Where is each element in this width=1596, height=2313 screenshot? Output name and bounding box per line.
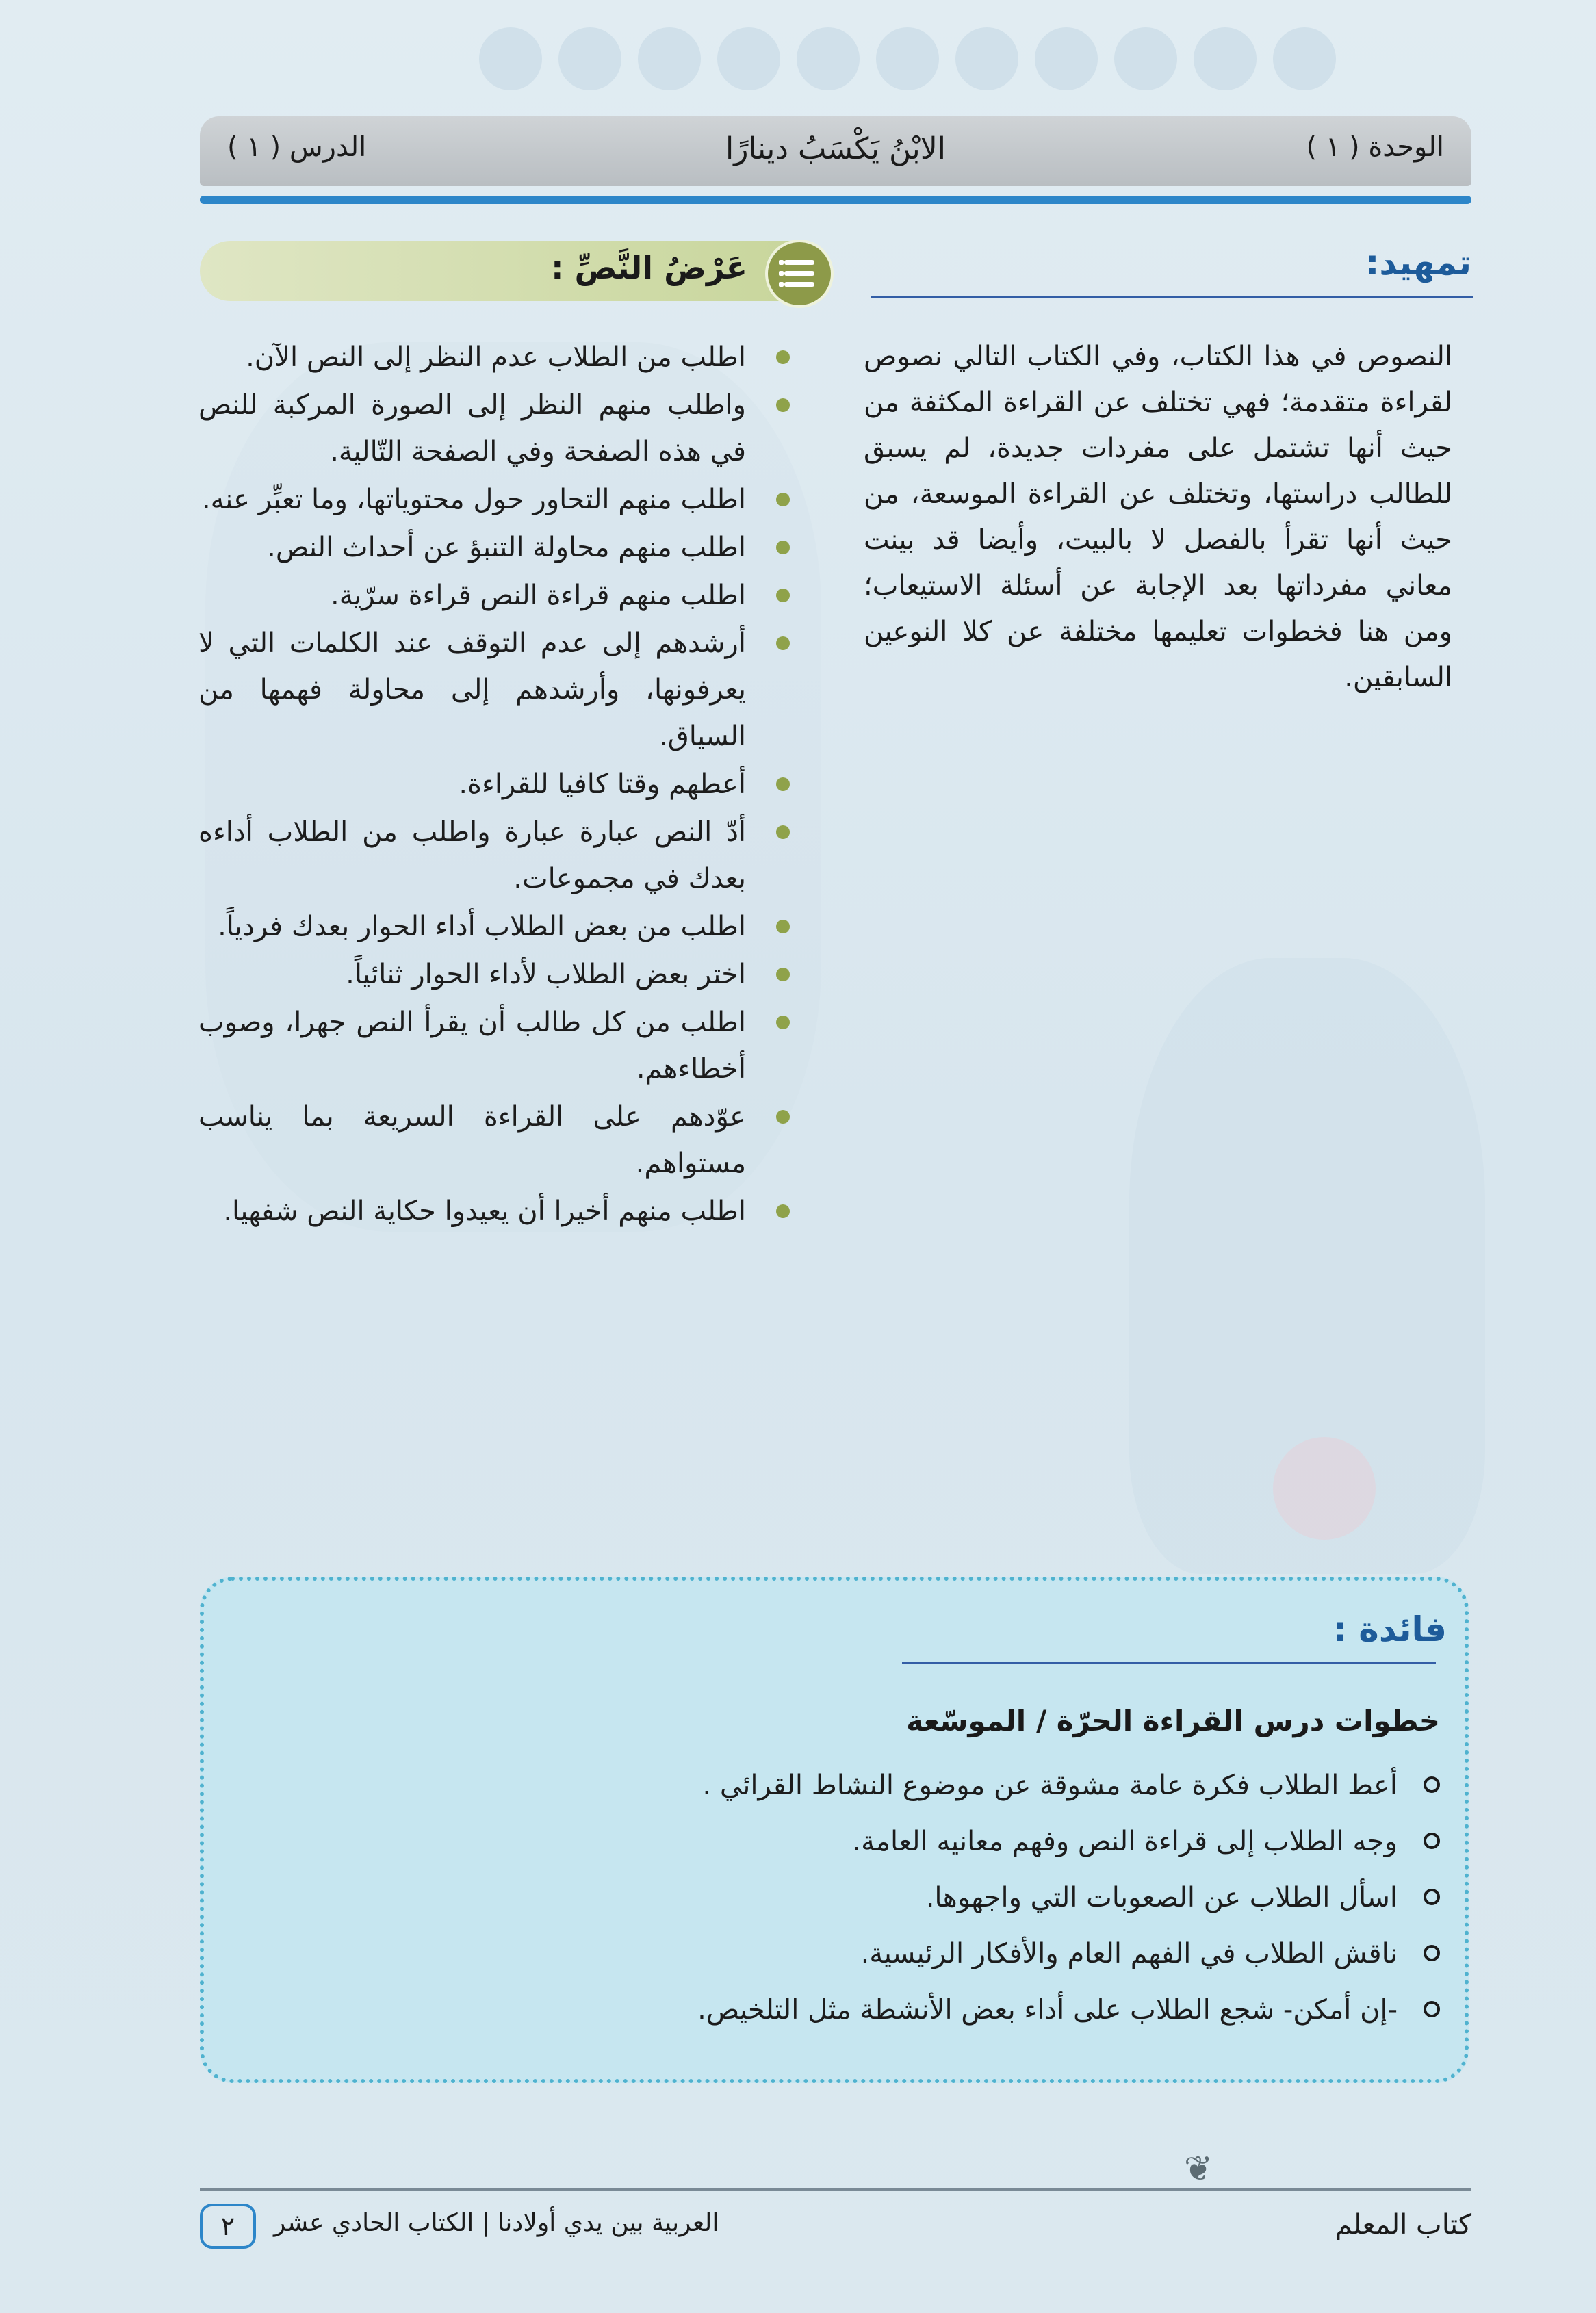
footer-series-label: العربية بين يدي أولادنا | الكتاب الحادي عشر [274,2209,719,2237]
bullet-icon [776,968,790,981]
bullet-icon [776,350,790,364]
intro-underline [871,296,1473,298]
bullet-icon [776,920,790,933]
unit-label: الوحدة ( ١ ) [1306,131,1444,163]
text-display-heading: عَرْضُ النَّصِّ : [551,249,747,286]
page-number: ٢ [200,2204,256,2249]
footer-book-label: كتاب المعلم [1335,2209,1471,2240]
list-item: اطلب منهم محاولة التنبؤ عن أحداث النص. [198,524,801,571]
list-item: اطلب منهم أخيرا أن يعيدوا حكاية النص شفهيا. [198,1188,801,1235]
list-item: اطلب من الطلاب عدم النظر إلى النص الآن. [198,334,801,380]
bullet-icon [776,589,790,602]
bullet-icon [776,636,790,650]
bullet-icon [776,825,790,839]
footer-divider [200,2188,1471,2191]
bullet-icon [776,1204,790,1218]
text-display-heading-pill [200,241,829,301]
circle-bullet-icon [1424,2001,1440,2017]
list-item: اسأل الطلاب عن الصعوبات التي واجهوها. [296,1870,1459,1926]
background-bubble [1273,1437,1376,1540]
benefit-subtitle: خطوات درس القراءة الحرّة / الموسّعة [906,1704,1440,1737]
benefit-underline [902,1662,1436,1664]
bullet-icon [776,777,790,791]
bullet-icon [776,1016,790,1029]
list-item: واطلب منهم النظر إلى الصورة المركبة للنص في هذه الصفحة وفي الصفحة التّالية. [198,382,801,475]
intro-heading: تمهيد: [1365,243,1471,283]
list-item: اختر بعض الطلاب لأداء الحوار ثنائياً. [198,951,801,998]
list-item: عوّدهم على القراءة السريعة بما يناسب مستواهم. [198,1094,801,1187]
list-item: اطلب منهم قراءة النص قراءة سرّية. [198,572,801,619]
list-item: اطلب من كل طالب أن يقرأ النص جهرا، وصوب أخطاءهم. [198,999,801,1092]
benefit-steps [296,1757,1459,2038]
bullet-icon [776,541,790,554]
benefit-heading: فائدة : [1333,1610,1447,1649]
bullet-icon [776,493,790,506]
list-item: اطلب من بعض الطلاب أداء الحوار بعدك فردياً. [198,903,801,950]
text-display-steps [198,334,801,1236]
list-item: -إن أمكن- شجع الطلاب على أداء بعض الأنشطة مثل التلخيص. [296,1982,1459,2038]
list-icon [765,240,834,308]
list-item: أرشدهم إلى عدم التوقف عند الكلمات التي لا يعرفونها، وأرشدهم إلى محاولة فهمها من السياق. [198,620,801,760]
circle-bullet-icon [1424,1889,1440,1905]
circle-bullet-icon [1424,1945,1440,1961]
circle-bullet-icon [1424,1776,1440,1793]
lesson-label: الدرس ( ١ ) [227,131,367,163]
list-item: اطلب منهم التحاور حول محتوياتها، وما تعبِّر عنه. [198,476,801,523]
list-item: أدّ النص عبارة عبارة واطلب من الطلاب أداءه بعدك في مجموعات. [198,809,801,902]
circle-bullet-icon [1424,1833,1440,1849]
lesson-title: الابْنُ يَكْسَبُ دينارًا [725,131,947,166]
intro-paragraph: النصوص في هذا الكتاب، وفي الكتاب التالي نصوص لقراءة متقدمة؛ فهي تختلف عن القراءة المكثفة من حيث أنها تشتمل على مفردات جديدة، لم يسبق للطالب دراستها، وتختلف عن القراءة الموسعة، من حيث أنها تقرأ بالفصل لا بالبيت، وأيضا قد بينت معاني مفرداتها بعد الإجابة عن أسئلة الاستيعاب؛ ومن هنا فخطوات تعليمها مختلفة عن كلا النوعين السابقين. [864,341,1452,693]
bullet-icon [776,398,790,412]
page-header [200,116,1471,186]
header-divider [200,196,1471,204]
list-item: وجه الطلاب إلى قراءة النص وفهم معانيه العامة. [296,1813,1459,1870]
bullet-icon [776,1110,790,1124]
ornament-icon: ❦ [1184,2149,1213,2188]
list-item: أعط الطلاب فكرة عامة مشوقة عن موضوع النشاط القرائي . [296,1757,1459,1813]
list-item: ناقش الطلاب في الفهم العام والأفكار الرئيسية. [296,1926,1459,1982]
list-item: أعطهم وقتا كافيا للقراءة. [198,761,801,807]
decorative-circles [479,27,1437,82]
